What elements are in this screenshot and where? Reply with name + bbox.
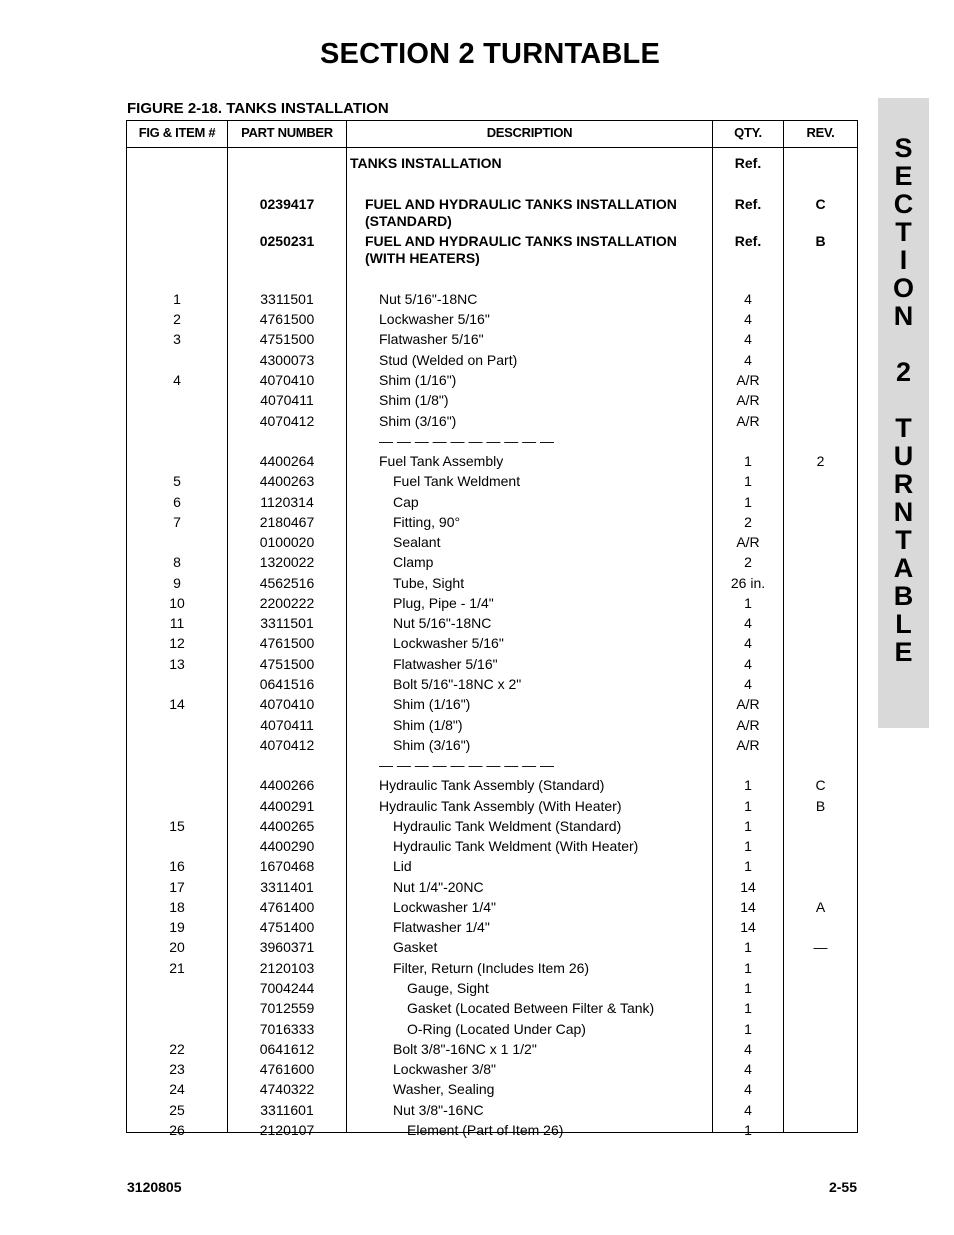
part-number-cell: 4751400 (259, 919, 315, 935)
qty-cell: A/R (736, 717, 760, 733)
part-number-cell: 4400265 (259, 818, 315, 834)
description-cell: Flatwasher 5/16" (393, 656, 498, 672)
column-header-part-number: PART NUMBER (241, 125, 333, 140)
qty-cell: 4 (744, 1041, 752, 1057)
description-cell: Flatwasher 1/4" (393, 919, 490, 935)
side-tab-letter: T (895, 525, 912, 555)
description-cell: Shim (1/8") (393, 717, 463, 733)
parts-table (126, 120, 858, 1138)
qty-cell: 1 (744, 798, 752, 814)
description-cell: Fuel Tank Weldment (393, 473, 521, 489)
side-tab-letter: R (893, 469, 914, 499)
description-cell: Filter, Return (Includes Item 26) (393, 960, 590, 976)
fig-item-cell: 22 (169, 1041, 185, 1057)
description-cell: — — — — — — — — — — (379, 433, 555, 449)
part-number-cell: 0239417 (259, 196, 315, 212)
column-header-rev: REV. (806, 125, 835, 140)
figure-caption: FIGURE 2-18. TANKS INSTALLATION (127, 100, 389, 117)
fig-item-cell: 14 (169, 696, 185, 712)
fig-item-cell: 17 (169, 879, 185, 895)
description-cell: FUEL AND HYDRAULIC TANKS INSTALLATION (WITH HEATERS) (365, 233, 677, 266)
description-cell: Nut 5/16"-18NC (379, 291, 478, 307)
part-number-cell: 4400266 (259, 777, 315, 793)
part-number-cell: 1670468 (259, 858, 315, 874)
description-cell: Nut 3/8"-16NC (393, 1102, 484, 1118)
side-tab-letter: C (893, 189, 914, 219)
description-cell: Hydraulic Tank Assembly (With Heater) (379, 798, 622, 814)
part-number-cell: 1320022 (259, 554, 315, 570)
qty-cell: A/R (736, 534, 760, 550)
qty-cell: 14 (740, 879, 756, 895)
column-header-description: DESCRIPTION (486, 125, 573, 140)
fig-item-cell: 20 (169, 939, 185, 955)
side-tab-letter: U (893, 441, 914, 471)
fig-item-cell: 9 (173, 575, 181, 591)
qty-cell: 4 (744, 1102, 752, 1118)
part-number-cell: 0100020 (259, 534, 315, 550)
part-number-cell: 4562516 (259, 575, 315, 591)
qty-cell: 1 (744, 858, 752, 874)
description-cell: Fitting, 90° (393, 514, 461, 530)
fig-item-cell: 21 (169, 960, 185, 976)
side-tab-letter: S (894, 133, 913, 163)
qty-cell: 26 in. (730, 575, 766, 591)
qty-cell: 1 (744, 939, 752, 955)
part-number-cell: 3960371 (259, 939, 315, 955)
fig-item-cell: 6 (173, 494, 181, 510)
qty-cell: 4 (744, 656, 752, 672)
qty-cell: 4 (744, 1081, 752, 1097)
qty-cell: 1 (744, 960, 752, 976)
side-tab-letter: T (895, 217, 912, 247)
qty-cell: Ref. (734, 196, 762, 212)
fig-item-cell: 15 (169, 818, 185, 834)
fig-item-cell: 16 (169, 858, 185, 874)
side-tab-letter: T (895, 413, 912, 443)
part-number-cell: 3311501 (260, 291, 314, 307)
fig-item-cell: 11 (169, 615, 185, 631)
part-number-cell: 4070410 (259, 372, 315, 388)
part-number-cell: 4070410 (259, 696, 315, 712)
qty-cell: 1 (744, 453, 752, 469)
side-tab-letter: I (899, 245, 908, 275)
qty-cell: A/R (736, 392, 760, 408)
page-number: 2-55 (828, 1179, 857, 1195)
description-cell: Bolt 3/8"-16NC x 1 1/2" (393, 1041, 537, 1057)
part-number-cell: 3311501 (260, 615, 314, 631)
part-number-cell: 4761400 (259, 899, 315, 915)
part-number-cell: 4751500 (259, 656, 315, 672)
qty-cell: 1 (744, 1122, 752, 1138)
description-cell: Lockwasher 1/4" (393, 899, 497, 915)
description-cell: Clamp (393, 554, 434, 570)
side-tab-letter: B (893, 581, 914, 611)
part-number-cell: 4300073 (259, 352, 315, 368)
side-tab-letter: N (893, 301, 914, 331)
description-cell: TANKS INSTALLATION (350, 155, 502, 171)
description-cell: Shim (1/8") (379, 392, 449, 408)
part-number-cell: 7016333 (259, 1021, 315, 1037)
header-divider (127, 147, 857, 148)
description-cell: Sealant (393, 534, 441, 550)
qty-cell: Ref. (734, 155, 762, 171)
rev-cell: C (815, 196, 826, 212)
part-number-cell: 2200222 (259, 595, 315, 611)
description-cell: Element (Part of Item 26) (407, 1122, 564, 1138)
fig-item-cell: 25 (169, 1102, 185, 1118)
part-number-cell: 4400291 (259, 798, 315, 814)
fig-item-cell: 26 (169, 1122, 185, 1138)
column-header-fig-item: FIG & ITEM # (138, 125, 216, 140)
part-number-cell: 4761600 (259, 1061, 315, 1077)
fig-item-cell: 10 (169, 595, 185, 611)
fig-item-cell: 13 (169, 656, 185, 672)
qty-cell: 2 (744, 554, 752, 570)
document-number: 3120805 (127, 1179, 182, 1195)
description-cell: Nut 1/4"-20NC (393, 879, 484, 895)
description-cell: Lockwasher 5/16" (379, 311, 490, 327)
side-tab-letter: 2 (895, 357, 912, 387)
side-tab-letter: A (893, 553, 914, 583)
description-cell: Lockwasher 3/8" (393, 1061, 497, 1077)
qty-cell: 1 (744, 777, 752, 793)
qty-cell: 2 (744, 514, 752, 530)
description-cell: Gauge, Sight (407, 980, 489, 996)
description-cell: Shim (3/16") (379, 413, 457, 429)
rev-cell: 2 (816, 453, 825, 469)
description-cell: Cap (393, 494, 419, 510)
qty-cell: 4 (744, 291, 752, 307)
description-cell: Plug, Pipe - 1/4" (393, 595, 494, 611)
part-number-cell: 7012559 (259, 1000, 315, 1016)
part-number-cell: 3311401 (260, 879, 314, 895)
fig-item-cell: 18 (169, 899, 185, 915)
part-number-cell: 4070411 (260, 717, 314, 733)
description-cell: Tube, Sight (393, 575, 465, 591)
qty-cell: 14 (740, 919, 756, 935)
description-cell: O-Ring (Located Under Cap) (407, 1021, 586, 1037)
part-number-cell: 2180467 (259, 514, 315, 530)
description-cell: FUEL AND HYDRAULIC TANKS INSTALLATION (STANDARD) (365, 196, 677, 229)
part-number-cell: 4740322 (259, 1081, 315, 1097)
side-tab-letter: E (894, 161, 913, 191)
section-title: SECTION 2 TURNTABLE (320, 38, 660, 70)
fig-item-cell: 3 (173, 331, 181, 347)
description-cell: Flatwasher 5/16" (379, 331, 484, 347)
part-number-cell: 3311601 (260, 1102, 314, 1118)
fig-item-cell: 5 (173, 473, 181, 489)
description-cell: Nut 5/16"-18NC (393, 615, 492, 631)
description-cell: Stud (Welded on Part) (379, 352, 518, 368)
side-tab-letters (878, 134, 929, 666)
part-number-cell: 2120103 (259, 960, 315, 976)
part-number-cell: 4400263 (259, 473, 315, 489)
qty-cell: 1 (744, 473, 752, 489)
description-cell: Gasket (Located Between Filter & Tank) (407, 1000, 655, 1016)
column-header-qty: QTY. (734, 125, 762, 140)
description-cell: Washer, Sealing (393, 1081, 495, 1097)
description-cell: Lid (393, 858, 412, 874)
rev-cell: A (815, 899, 826, 915)
part-number-cell: 0641516 (259, 676, 315, 692)
description-cell: Shim (1/16") (393, 696, 471, 712)
side-tab-letter: L (895, 609, 912, 639)
rev-cell: B (815, 798, 826, 814)
qty-cell: A/R (736, 372, 760, 388)
description-cell: Shim (1/16") (379, 372, 457, 388)
part-number-cell: 4400290 (259, 838, 315, 854)
qty-cell: 4 (744, 676, 752, 692)
description-cell: Hydraulic Tank Weldment (Standard) (393, 818, 622, 834)
part-number-cell: 4761500 (259, 311, 315, 327)
description-cell: Hydraulic Tank Assembly (Standard) (379, 777, 605, 793)
qty-cell: 1 (744, 838, 752, 854)
side-tab-letter (878, 386, 929, 414)
fig-item-cell: 1 (173, 291, 181, 307)
qty-cell: 4 (744, 1061, 752, 1077)
part-number-cell: 4070412 (259, 737, 315, 753)
description-cell: Gasket (393, 939, 438, 955)
side-tab-letter: E (894, 637, 913, 667)
qty-cell: A/R (736, 737, 760, 753)
qty-cell: 1 (744, 1021, 752, 1037)
description-cell: Shim (3/16") (393, 737, 471, 753)
qty-cell: 1 (744, 595, 752, 611)
description-cell: Lockwasher 5/16" (393, 635, 504, 651)
fig-item-cell: 23 (169, 1061, 185, 1077)
part-number-cell: 4751500 (259, 331, 315, 347)
qty-cell: A/R (736, 413, 760, 429)
qty-cell: 1 (744, 980, 752, 996)
fig-item-cell: 12 (169, 635, 185, 651)
part-number-cell: 4070411 (260, 392, 314, 408)
description-cell: Bolt 5/16"-18NC x 2" (393, 676, 522, 692)
part-number-cell: 4070412 (259, 413, 315, 429)
description-cell: Fuel Tank Assembly (379, 453, 504, 469)
part-number-cell: 4400264 (259, 453, 315, 469)
qty-cell: 1 (744, 818, 752, 834)
fig-item-cell: 8 (173, 554, 181, 570)
qty-cell: 4 (744, 615, 752, 631)
description-cell: — — — — — — — — — — (379, 757, 555, 773)
qty-cell: 4 (744, 352, 752, 368)
qty-cell: 1 (744, 494, 752, 510)
description-cell: Hydraulic Tank Weldment (With Heater) (393, 838, 639, 854)
part-number-cell: 2120107 (259, 1122, 315, 1138)
qty-cell: 4 (744, 311, 752, 327)
side-tab-letter (878, 330, 929, 358)
fig-item-cell: 7 (173, 514, 181, 530)
qty-cell: 4 (744, 635, 752, 651)
rev-cell: C (815, 777, 826, 793)
fig-item-cell: 19 (169, 919, 185, 935)
column-divider (346, 121, 347, 1132)
qty-cell: 1 (744, 1000, 752, 1016)
qty-cell: Ref. (734, 233, 762, 249)
qty-cell: 14 (740, 899, 756, 915)
fig-item-cell: 4 (173, 372, 181, 388)
fig-item-cell: 24 (169, 1081, 185, 1097)
section-side-tab (878, 98, 929, 728)
side-tab-letter: N (893, 497, 914, 527)
part-number-cell: 4761500 (259, 635, 315, 651)
fig-item-cell: 2 (173, 311, 181, 327)
part-number-cell: 0641612 (259, 1041, 315, 1057)
part-number-cell: 1120314 (260, 494, 314, 510)
rev-cell: B (815, 233, 826, 249)
side-tab-letter: O (892, 273, 914, 303)
column-divider (783, 121, 784, 1132)
part-number-cell: 0250231 (259, 233, 315, 249)
qty-cell: 4 (744, 331, 752, 347)
rev-cell: — (813, 939, 828, 955)
qty-cell: A/R (736, 696, 760, 712)
part-number-cell: 7004244 (259, 980, 315, 996)
